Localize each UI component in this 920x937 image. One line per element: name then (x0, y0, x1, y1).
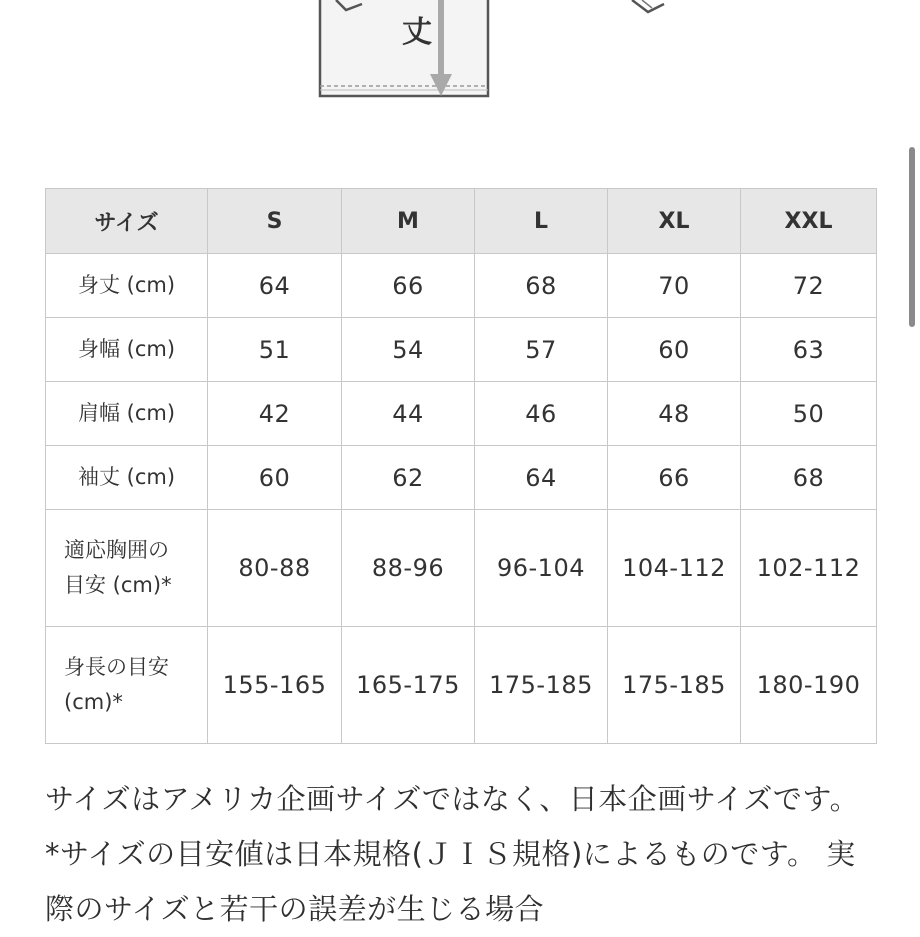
table-cell: 42 (208, 382, 342, 446)
row-label-line: (cm)* (64, 690, 123, 714)
header-m: M (342, 189, 475, 254)
table-cell: 62 (342, 446, 475, 510)
table-cell: 88-96 (342, 510, 475, 627)
row-label-line: 目安 (cm)* (64, 573, 172, 597)
table-cell: 51 (208, 318, 342, 382)
shirt-outline-icon (0, 0, 920, 110)
table-cell: 80-88 (208, 510, 342, 627)
size-diagram (0, 0, 920, 110)
header-s: S (208, 189, 342, 254)
table-cell: 66 (342, 254, 475, 318)
table-cell: 64 (208, 254, 342, 318)
table-cell: 102-112 (741, 510, 877, 627)
table-cell: 175-185 (608, 627, 741, 744)
header-xxl: XXL (741, 189, 877, 254)
table-cell: 96-104 (475, 510, 608, 627)
header-size: サイズ (46, 189, 208, 254)
table-cell: 64 (475, 446, 608, 510)
table-cell: 155-165 (208, 627, 342, 744)
table-row (46, 382, 877, 446)
table-cell: 104-112 (608, 510, 741, 627)
table-cell: 46 (475, 382, 608, 446)
table-cell: 165-175 (342, 627, 475, 744)
table-row (46, 446, 877, 510)
size-chart-table (45, 188, 877, 744)
row-label-chest-guide (46, 510, 208, 627)
row-label-sleeve-length: 袖丈 (cm) (46, 446, 208, 510)
table-cell: 54 (342, 318, 475, 382)
table-cell: 63 (741, 318, 877, 382)
table-row (46, 318, 877, 382)
row-label-shoulder-width: 肩幅 (cm) (46, 382, 208, 446)
table-cell: 70 (608, 254, 741, 318)
size-note-text: サイズはアメリカ企画サイズではなく、日本企画サイズです。 *サイズの目安値は日本規格(ＪＩＳ規格)によるものです。 実際のサイズと若干の誤差が生じる場合 (45, 782, 860, 926)
table-cell: 66 (608, 446, 741, 510)
row-label-body-length: 身丈 (cm) (46, 254, 208, 318)
table-header-row (46, 189, 877, 254)
page-scrollbar[interactable] (909, 147, 915, 327)
table-row (46, 510, 877, 627)
header-l: L (475, 189, 608, 254)
table-cell: 68 (475, 254, 608, 318)
row-label-line: 身長の目安 (64, 655, 169, 680)
row-label-height-guide (46, 627, 208, 744)
table-cell: 180-190 (741, 627, 877, 744)
table-cell: 50 (741, 382, 877, 446)
table-cell: 60 (608, 318, 741, 382)
header-xl: XL (608, 189, 741, 254)
table-cell: 72 (741, 254, 877, 318)
table-cell: 57 (475, 318, 608, 382)
table-row (46, 627, 877, 744)
table-cell: 175-185 (475, 627, 608, 744)
diagram-length-label: 丈 (402, 15, 432, 50)
table-cell: 68 (741, 446, 877, 510)
table-cell: 48 (608, 382, 741, 446)
table-row (46, 254, 877, 318)
row-label-line: 適応胸囲の (64, 538, 169, 563)
table-cell: 44 (342, 382, 475, 446)
row-label-body-width: 身幅 (cm) (46, 318, 208, 382)
table-cell: 60 (208, 446, 342, 510)
